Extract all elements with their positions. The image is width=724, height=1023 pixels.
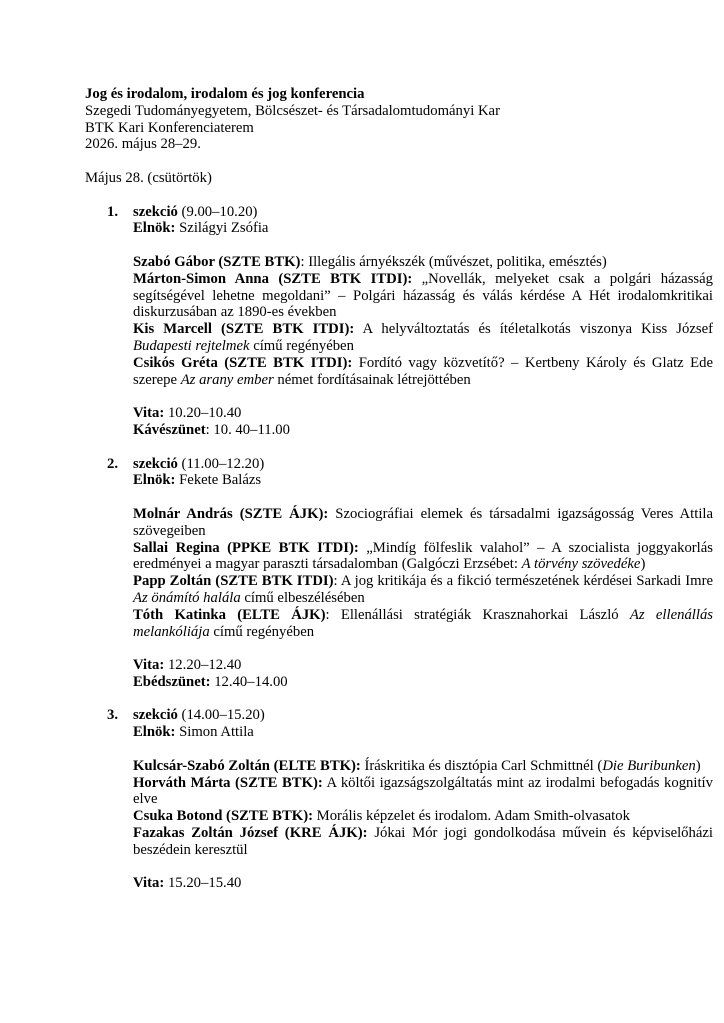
section-time: (9.00–10.20) (177, 203, 258, 220)
spacer (133, 859, 713, 876)
spacer (85, 691, 713, 708)
break-line (133, 674, 713, 691)
day-heading: Május 28. (csütörtök) (85, 169, 212, 186)
chair-line (133, 220, 713, 237)
text-run: 10.20–10.40 (164, 405, 242, 422)
talk-entry (133, 758, 713, 775)
header-institution: Szegedi Tudományegyetem, Bölcsészet- és Társadalomtudományi Kar (85, 102, 500, 119)
italic-run: Az önámító halála (133, 589, 241, 606)
break-line (133, 875, 713, 892)
talk-entry (133, 825, 713, 859)
text-run: A helyváltoztatás és ítéletalkotás viszonya Kiss József (354, 321, 713, 338)
section (107, 707, 713, 892)
chair-line (133, 724, 713, 741)
talk-entry (133, 775, 713, 809)
text-run: Jókai Mór jogi gondolkodása művein és képviselőházi beszédein keresztül (133, 825, 713, 858)
section-number: 3. (107, 707, 119, 724)
section (107, 203, 713, 439)
bold-run: Tóth Katinka (ELTE ÁJK) (133, 606, 326, 623)
talk-entry (133, 573, 713, 607)
bold-run: Kulcsár-Szabó Zoltán (ELTE BTK): (133, 757, 361, 774)
bold-run: Elnök: (133, 724, 176, 741)
bold-run: Vita: (133, 875, 165, 892)
talk-entry (133, 607, 713, 641)
spacer (133, 640, 713, 657)
text-run: : 10. 40–11.00 (205, 421, 290, 438)
text-run: című regényében (249, 337, 354, 354)
text-run: német fordításainak létrejöttében (273, 371, 471, 388)
break-line (133, 405, 713, 422)
italic-run: Az arany ember (180, 371, 274, 388)
section-title: szekció (133, 455, 178, 472)
text-run: Fordító vagy közvetítő? – Kertbeny Károly és Glatz Ede szerepe (133, 354, 713, 388)
talk-entry (133, 808, 713, 825)
bold-run: Papp Zoltán (SZTE BTK ITDI) (133, 573, 334, 590)
talk-entry (133, 506, 713, 540)
bold-run: Vita: (133, 657, 165, 674)
text-run: Fekete Balázs (175, 472, 262, 489)
spacer (85, 439, 713, 456)
text-run: „Mindíg fölfeslik valahol” – A szocialista joggyakorlás eredményei a magyar paraszti társadalomban (Galgóczi Erzsébet: (133, 539, 713, 573)
bold-run: Csuka Botond (SZTE BTK): (133, 808, 313, 825)
text-run: 12.40–14.00 (210, 673, 288, 690)
text-run: A költői igazságszolgáltatás mint az irodalmi befogadás kognitív elve (133, 774, 713, 808)
bold-run: Kis Marcell (SZTE BTK ITDI): (133, 321, 355, 338)
bold-run: Sallai Regina (PPKE BTK ITDI): (133, 539, 359, 556)
header-dates: 2026. május 28–29. (85, 136, 201, 153)
section-title: szekció (133, 203, 178, 220)
text-run: Simon Attila (175, 724, 254, 741)
text-run: Szilágyi Zsófia (175, 220, 269, 237)
text-run: Szociográfiai elemek és társadalmi igazságosság Veres Attila szövegeiben (133, 505, 713, 539)
conference-title: Jog és irodalom, irodalom és jog konferencia (85, 86, 365, 102)
section-heading (107, 455, 713, 473)
section-title: szekció (133, 707, 178, 724)
bold-run: Horváth Márta (SZTE BTK): (133, 774, 323, 791)
bold-run: Fazakas Zoltán József (KRE ÁJK): (133, 825, 368, 842)
spacer (133, 489, 713, 506)
italic-run: A törvény szövedéke (521, 556, 641, 573)
text-run: ) (695, 757, 701, 774)
italic-run: Die Buribunken (602, 757, 696, 774)
section-number: 2. (107, 455, 119, 472)
talk-entry (133, 321, 713, 355)
break-line (133, 657, 713, 674)
header-venue: BTK Kari Konferenciaterem (85, 119, 254, 136)
text-run: „Novellák, melyeket csak a polgári házasság segítségével lehetne megoldani” – Polgári házasság és válás kérdése A Hét irodalomkritikai diskurzusában az 1890-es években (133, 270, 713, 321)
bold-run: Csikós Gréta (SZTE BTK ITDI): (133, 354, 353, 371)
spacer (133, 237, 713, 254)
text-run: című regényében (209, 623, 315, 640)
bold-run: Márton-Simon Anna (SZTE BTK ITDI): (133, 270, 413, 287)
bold-run: Kávészünet (133, 421, 206, 438)
talk-entry (133, 271, 713, 321)
text-run: Íráskritika és disztópia Carl Schmittnél ( (360, 757, 603, 774)
section-number: 1. (107, 203, 119, 220)
text-run: című elbeszélésében (240, 589, 365, 606)
sections (85, 204, 713, 893)
spacer (133, 741, 713, 758)
spacer (133, 388, 713, 405)
break-line (133, 422, 713, 439)
section-time: (14.00–15.20) (177, 707, 265, 724)
bold-run: Szabó Gábor (SZTE BTK) (133, 253, 301, 270)
text-run: Morális képzelet és irodalom. Adam Smith-olvasatok (312, 808, 630, 825)
italic-run: Budapesti rejtelmek (133, 337, 250, 354)
talk-entry (133, 254, 713, 271)
section-heading (107, 203, 713, 221)
italic-run: Az ellenállás melankóliája (133, 606, 714, 640)
section-time: (11.00–12.20) (177, 455, 265, 472)
bold-run: Elnök: (133, 472, 176, 489)
bold-run: Ebédszünet: (133, 673, 211, 690)
spacer (85, 153, 713, 170)
text-run: ) (640, 556, 646, 573)
text-run: : Illegális árnyékszék (művészet, politika, emésztés) (300, 253, 607, 270)
bold-run: Elnök: (133, 220, 176, 237)
talk-entry (133, 540, 713, 574)
text-run: 12.20–12.40 (164, 657, 242, 674)
bold-run: Molnár András (SZTE ÁJK): (133, 505, 329, 522)
text-run: 15.20–15.40 (164, 875, 242, 892)
bold-run: Vita: (133, 405, 165, 422)
talk-entry (133, 355, 713, 389)
section (107, 455, 714, 691)
chair-line (133, 472, 713, 489)
section-heading (107, 707, 713, 724)
spacer (85, 187, 713, 204)
text-run: : Ellenállási stratégiák Krasznahorkai László (325, 606, 630, 623)
text-run: : A jog kritikája és a fikció természetének kérdései Sarkadi Imre (333, 573, 713, 590)
